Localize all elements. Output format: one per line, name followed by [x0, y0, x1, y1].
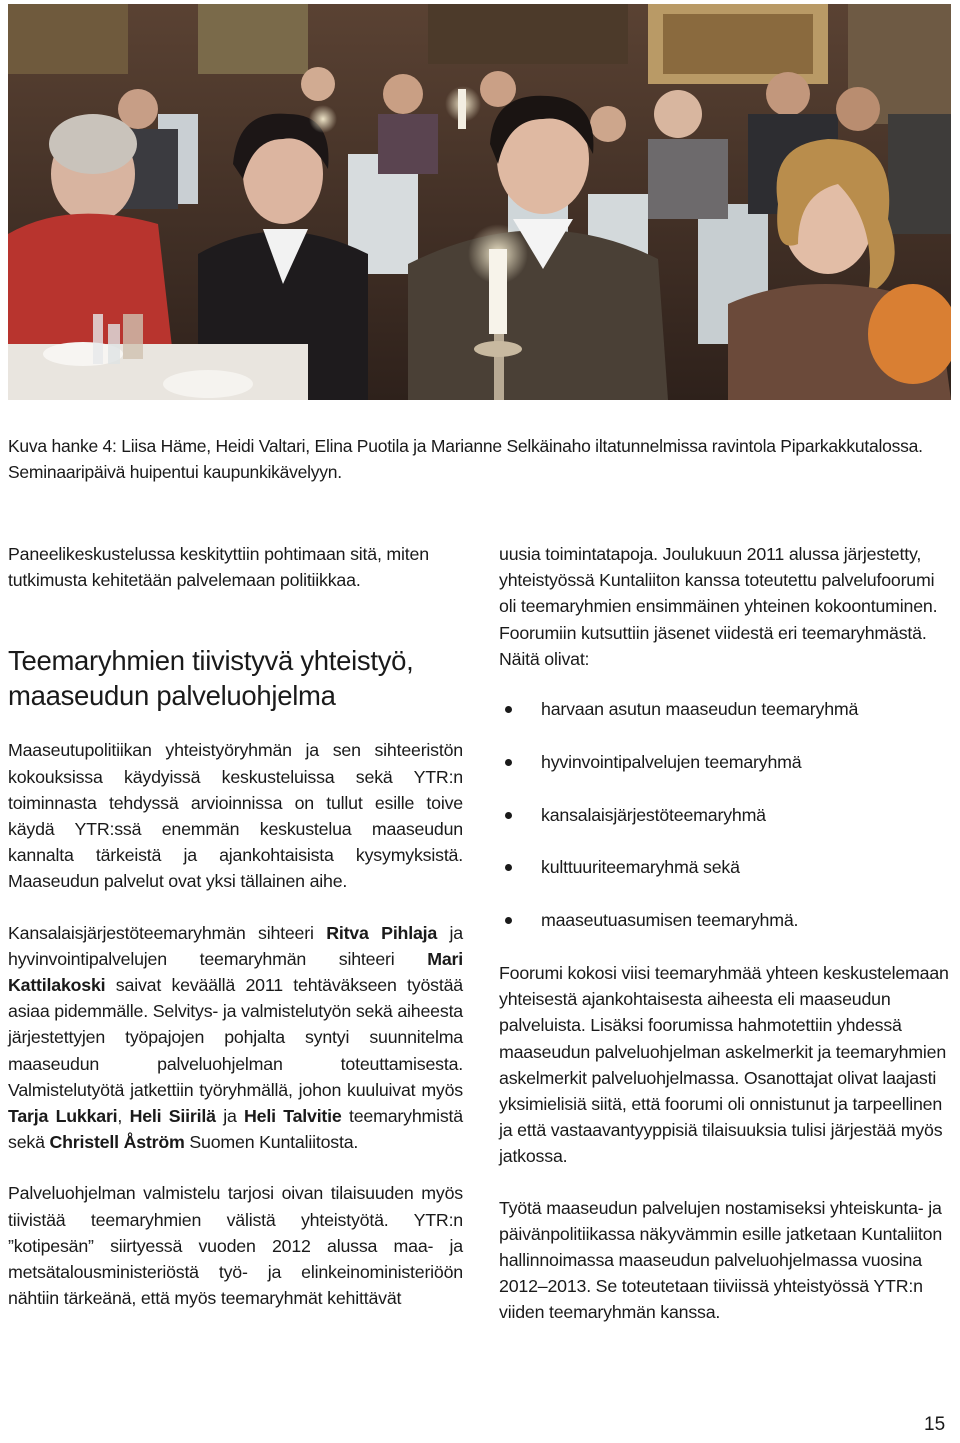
person-name: Christell Åström — [49, 1132, 185, 1153]
list-item: harvaan asutun maaseudun teemaryhmä — [499, 696, 954, 722]
list-item: maaseutuasumisen teemaryhmä. — [499, 907, 954, 933]
person-name: Mari Kattilakoski — [8, 948, 463, 996]
body-paragraph-4: uusia toimintatapoja. Joulukuun 2011 alussa järjestetty, yhteistyössä Kuntaliiton kanssa toteutettu palvelufoorumi oli teemaryhmien ensimmäinen yhteinen kokoontuminen. Foorumiin kutsuttiin jäsenet viidestä eri teemaryhmästä. Näitä olivat: — [499, 544, 938, 669]
body-paragraph-3: Palveluohjelman valmistelu tarjosi oivan tilaisuuden myös tiivistää teemaryhmien välistä yhteistyötä. YTR:n ”kotipesän” siirtyessä vuoden 2012 alussa maa- ja metsätalousministeriöstä työ- ja elinkeinoministeriöön nähtiin tärkeänä, että myös teemaryhmät kehittävät — [8, 1183, 463, 1309]
bullet-icon — [505, 706, 512, 713]
body-paragraph-1: Maaseutupolitiikan yhteistyöryhmän ja sen sihteeristön kokouksissa käydyissä keskusteluissa sekä YTR:n toiminnasta tehdyssä arvioinnissa on tullut esille toive käydä YTR:ssä enemmän keskustelua maaseudun kannalta tärkeistä ja ajankohtaisista kysymyksistä. Maaseudun palvelut ovat yksi tällainen aihe. — [8, 740, 463, 892]
body-paragraph-6: Työtä maaseudun palvelujen nostamiseksi yhteiskunta- ja päivänpolitiikassa näkyvämmin esille jatketaan Kuntaliiton hallinnoimassa maaseudun palveluohjelmassa vuosina 2012–2013. Se toteutetaan tiiviissä yhteistyössä YTR:n viiden teemaryhmän kanssa. — [499, 1197, 943, 1323]
right-column — [499, 541, 954, 1326]
list-item: kansalaisjärjestöteemaryhmä — [499, 802, 954, 828]
bullet-icon — [505, 917, 512, 924]
bullet-icon — [505, 864, 512, 871]
photo-caption — [8, 433, 953, 485]
restaurant-dinner-photo — [8, 4, 951, 400]
theme-group-list — [499, 696, 954, 933]
section-heading: Teemaryhmien tiivistyvä yhteistyö, maaseudun palveluohjelma — [8, 645, 414, 712]
caption-line-1: Kuva hanke 4: Liisa Häme, Heidi Valtari, Elina Puotila ja Marianne Selkäinaho iltatunnelmissa ravintola Piparkakkutalossa. — [8, 436, 923, 456]
list-item: kulttuuriteemaryhmä sekä — [499, 854, 954, 880]
list-item: hyvinvointipalvelujen teemaryhmä — [499, 749, 954, 775]
bullet-icon — [505, 759, 512, 766]
caption-line-2: Seminaaripäivä huipentui kaupunkikävelyyn. — [8, 462, 342, 482]
page-number: 15 — [924, 1414, 946, 1435]
bullet-icon — [505, 812, 512, 819]
person-name: Tarja Lukkari — [8, 1106, 118, 1127]
body-paragraph-2: Kansalaisjärjestöteemaryhmän sihteeri Ritva Pihlaja ja hyvinvointipalvelujen teemaryhmän sihteeri Mari Kattilakoski saivat keväällä 2011 tehtäväkseen työstää asiaa pidemmälle. Selvitys- ja valmistelutyön sekä aiheesta järjestettyjen työpajojen pohjalta syntyi suunnitelma maaseudun palveluohjelman toteuttamisesta. Valmistelutyötä jatkettiin työryhmällä, johon kuuluivat myös Tarja Lukkari, Heli Siirilä ja Heli Talvitie teemaryhmistä sekä Christell Åström Suomen Kuntaliitosta. — [8, 922, 463, 1153]
person-name: Heli Siirilä — [129, 1106, 216, 1127]
intro-paragraph: Paneelikeskustelussa keskityttiin pohtimaan sitä, miten tutkimusta kehitetään palvelemaan politiikkaa. — [8, 544, 429, 591]
body-paragraph-5: Foorumi kokosi viisi teemaryhmää yhteen keskustelemaan yhteisestä ajankohtaisesta aiheesta eli maaseudun palveluista. Lisäksi foorumissa hahmotettiin yhdessä maaseudun palveluohjelman askelmerkit ja teemaryhmien askelmerkit palveluohjelmassa. Osanottajat olivat laajasti yksimielisiä siitä, että foorumi oli onnistunut ja tarpeellinen ja että vastaavantyyppisiä tilaisuuksia tulisi järjestää myös jatkossa. — [499, 963, 949, 1167]
person-name: Heli Talvitie — [244, 1106, 342, 1127]
person-name: Ritva Pihlaja — [326, 922, 438, 943]
left-column — [8, 541, 463, 1311]
